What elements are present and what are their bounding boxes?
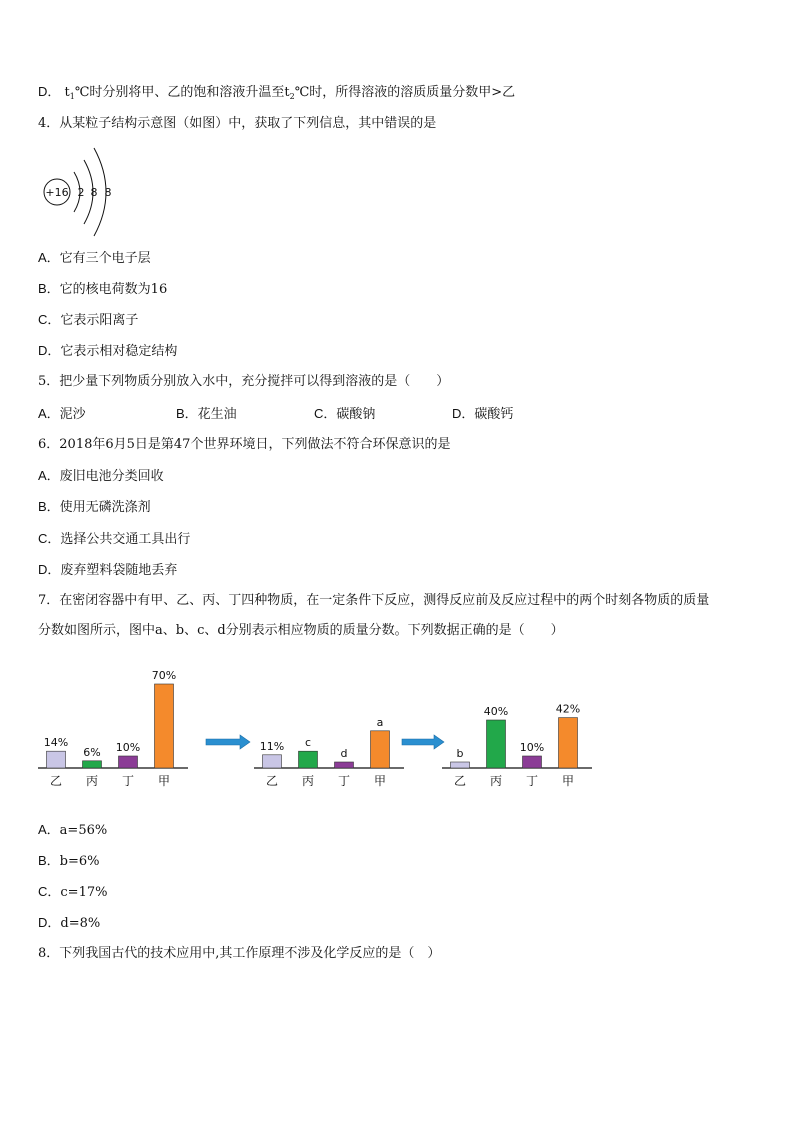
tick-label: 乙	[453, 774, 467, 788]
chart-during-reaction	[254, 716, 404, 788]
data-label: 11%	[259, 739, 285, 753]
bar-甲	[559, 718, 578, 768]
arrow-shape	[402, 735, 444, 749]
tick-label: 丁	[525, 774, 539, 788]
tick-label: 丙	[489, 774, 503, 788]
particle-structure-diagram	[38, 140, 148, 240]
tick-label: 丁	[337, 774, 351, 788]
data-label: 6%	[83, 745, 101, 759]
temp-symbol-t2: $t_2$	[284, 85, 295, 101]
tick-label: 甲	[561, 774, 575, 788]
q7-option-b[interactable]: B．b=6%	[38, 853, 100, 869]
q6-option-d[interactable]: D．废弃塑料袋随地丢弃	[38, 562, 178, 578]
bar-乙	[47, 751, 66, 768]
chart-before-reaction	[38, 669, 188, 788]
bar-丙	[299, 751, 318, 768]
bar-丁	[335, 762, 354, 768]
q4-stem: 4．从某粒子结构示意图（如图）中，获取了下列信息，其中错误的是	[38, 116, 437, 131]
shell-electrons-3: 8	[104, 186, 112, 199]
bar-丁	[523, 756, 542, 768]
bar-乙	[451, 762, 470, 768]
q7-mass-fraction-charts	[30, 660, 600, 795]
q3-option-d[interactable]	[38, 83, 515, 106]
q7-stem-line-1: 7．在密闭容器中有甲、乙、丙、丁四种物质，在一定条件下反应，测得反应前及反应过程中的两个时刻各物质的质量	[38, 593, 710, 608]
data-label: 10%	[115, 741, 141, 754]
shell-electrons-2: 8	[90, 186, 98, 199]
q4-option-d[interactable]: D．它表示相对稳定结构	[38, 343, 178, 359]
q5-option-d[interactable]: D．碳酸钙	[452, 406, 514, 422]
arrow-icon	[402, 735, 444, 749]
q4-option-b[interactable]: B．它的核电荷数为16	[38, 281, 168, 297]
q7-stem-line-2: 分数如图所示，图中a、b、c、d分别表示相应物质的质量分数。下列数据正确的是（ ）	[38, 623, 564, 638]
tick-label: 丁	[121, 774, 135, 788]
tick-label: 甲	[373, 774, 387, 788]
shell-electrons-1: 2	[77, 186, 85, 199]
data-label: c	[304, 736, 312, 750]
tick-label: 甲	[157, 774, 171, 788]
option-text-end: ℃时，所得溶液的溶质质量分数甲>乙	[294, 85, 516, 100]
data-label: 10%	[519, 741, 545, 754]
data-label: d	[340, 747, 348, 760]
tick-label: 乙	[265, 774, 279, 788]
temp-symbol-t1: $t_1$	[64, 85, 75, 101]
data-label: 14%	[43, 736, 69, 750]
chart-later-reaction	[442, 703, 592, 788]
data-label: 40%	[483, 705, 509, 718]
tick-label: 乙	[49, 774, 63, 788]
arrow-icon	[206, 735, 250, 749]
q5-option-a[interactable]: A．泥沙	[38, 406, 86, 422]
bar-甲	[371, 731, 390, 768]
q6-option-b[interactable]: B．使用无磷洗涤剂	[38, 499, 151, 515]
data-label: 42%	[555, 702, 581, 716]
data-label: a	[376, 715, 384, 729]
tick-label: 丙	[85, 774, 99, 788]
q7-option-c[interactable]: C．c=17%	[38, 884, 108, 900]
q5-option-b[interactable]: B．花生油	[176, 406, 237, 422]
bar-丙	[83, 761, 102, 768]
q4-option-a[interactable]: A．它有三个电子层	[38, 250, 151, 266]
q8-stem: 8．下列我国古代的技术应用中,其工作原理不涉及化学反应的是（ ）	[38, 946, 441, 961]
q5-option-c[interactable]: C．碳酸钠	[314, 406, 376, 422]
data-label: 70%	[151, 669, 177, 682]
q4-option-c[interactable]: C．它表示阳离子	[38, 312, 139, 328]
tick-label: 丙	[301, 774, 315, 788]
q5-options	[38, 405, 513, 424]
q7-option-d[interactable]: D．d=8%	[38, 915, 101, 931]
q7-option-a[interactable]: A．a=56%	[38, 822, 108, 838]
bar-丙	[487, 720, 506, 768]
data-label: b	[456, 747, 464, 760]
option-text-mid: ℃时分别将甲、乙的饱和溶液升温至	[74, 85, 285, 100]
bar-丁	[119, 756, 138, 768]
option-label: D．	[38, 84, 61, 99]
bar-甲	[155, 684, 174, 768]
q5-stem: 5．把少量下列物质分别放入水中，充分搅拌可以得到溶液的是（ ）	[38, 374, 450, 389]
q6-stem: 6．2018年6月5日是第47个世界环境日，下列做法不符合环保意识的是	[38, 437, 451, 452]
q6-option-a[interactable]: A．废旧电池分类回收	[38, 468, 164, 484]
bar-乙	[263, 755, 282, 768]
arrow-shape	[206, 735, 250, 749]
q6-option-c[interactable]: C．选择公共交通工具出行	[38, 531, 191, 547]
nucleus-charge: +16	[45, 186, 69, 199]
